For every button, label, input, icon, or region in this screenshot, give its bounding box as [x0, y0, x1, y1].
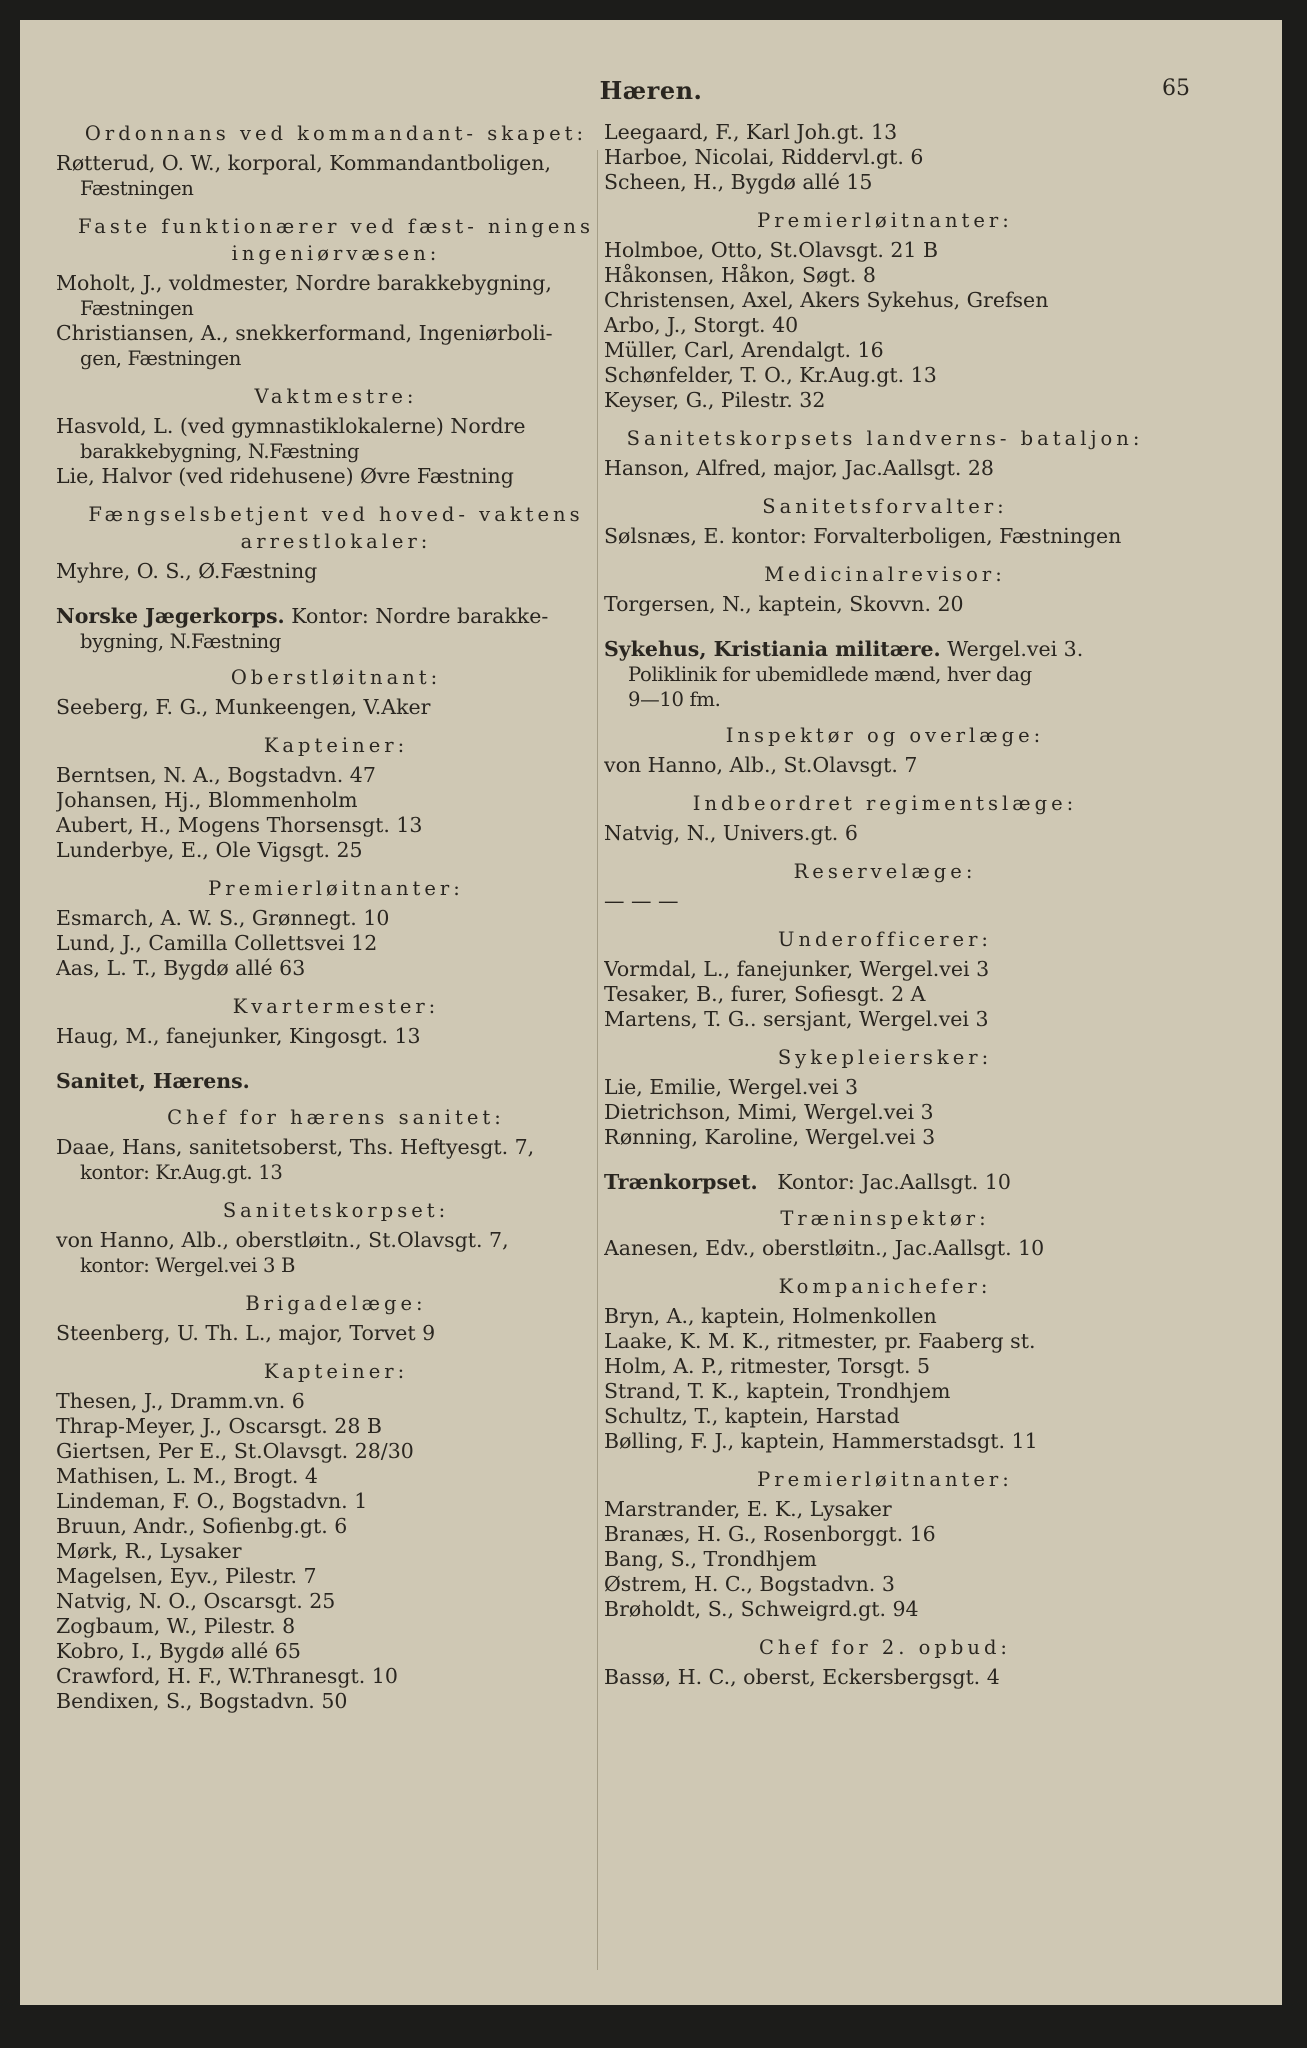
entry-line: Holm, A. P., ritmester, Torsgt. 5: [604, 1354, 931, 1378]
page-title: Hæren.: [599, 76, 703, 105]
block-title: Trænkorpset.: [604, 1170, 758, 1194]
entry-line: Natvig, N., Univers.gt. 6: [604, 821, 858, 845]
entry-line: Brøholdt, S., Schweigrd.gt. 94: [604, 1597, 919, 1621]
section-heading: Chef for 2. opbud:: [758, 1636, 1012, 1659]
entry-line: Tesaker, B., furer, Sofiesgt. 2 A: [604, 982, 926, 1006]
section-heading: Sanitetsforvalter:: [762, 495, 1008, 518]
section: [56, 993, 616, 1049]
section: [56, 501, 616, 584]
section-heading: Faste funktionærer ved fæst- ningens ingeniørvæsen:: [77, 215, 594, 265]
section: [604, 561, 1166, 617]
section-heading: Premierløitnanter:: [208, 877, 464, 900]
section: [604, 207, 1166, 413]
entry-line: Christensen, Axel, Akers Sykehus, Grefsen: [604, 288, 1049, 312]
entry-line: Kobro, I., Bygdø allé 65: [56, 1639, 301, 1663]
block-title: Sanitet, Hærens.: [56, 1069, 250, 1093]
entry-line: Myhre, O. S., Ø.Fæstning: [56, 559, 318, 583]
entry-line: Crawford, H. F., W.Thranesgt. 10: [56, 1664, 398, 1688]
entry-line: Håkonsen, Håkon, Søgt. 8: [604, 263, 876, 287]
section-heading: Premierløitnanter:: [757, 209, 1013, 232]
entry-line: — — —: [604, 889, 679, 913]
entry-line: Arbo, J., Storgt. 40: [604, 313, 799, 337]
section: [604, 1273, 1166, 1454]
section: [56, 213, 616, 371]
entry-line: Vormdal, L., fanejunker, Wergel.vei 3: [604, 957, 990, 981]
section-heading: Træninspektør:: [780, 1207, 990, 1230]
section-heading: Oberstløitnant:: [230, 666, 442, 689]
entry-line: Aanesen, Edv., oberstløitn., Jac.Aallsgt. 10: [604, 1236, 1045, 1260]
section-heading: Kapteiner:: [263, 1360, 409, 1383]
entry-line: Bassø, H. C., oberst, Eckersbergsgt. 4: [604, 1665, 1000, 1689]
entry-line: Hanson, Alfred, major, Jac.Aallsgt. 28: [604, 456, 994, 480]
entry-line: Schønfelder, T. O., Kr.Aug.gt. 13: [604, 363, 937, 387]
entry-line: Müller, Carl, Arendalgt. 16: [604, 338, 884, 362]
entry-line: Harboe, Nicolai, Riddervl.gt. 6: [604, 145, 924, 169]
left-sections: [56, 120, 616, 584]
entry-line: Holmboe, Otto, St.Olavsgt. 21 B: [604, 238, 939, 262]
right-top-entries: [604, 120, 1166, 195]
entry-line: Laake, K. M. K., ritmester, pr. Faaberg st.: [604, 1329, 1036, 1353]
entry-line: Haug, M., fanejunker, Kingosgt. 13: [56, 1024, 421, 1048]
entry-line: Christiansen, A., snekkerformand, Ingeniørboli-: [56, 321, 553, 345]
entry-line: Esmarch, A. W. S., Grønnegt. 10: [56, 906, 390, 930]
entry-line: Berntsen, N. A., Bogstadvn. 47: [56, 763, 376, 787]
entry-line: Bølling, F. J., kaptein, Hammerstadsgt. 11: [604, 1429, 1038, 1453]
entry-line: Bruun, Andr., Sofienbg.gt. 6: [56, 1514, 348, 1538]
traenkorpset-block: [604, 1170, 1166, 1690]
section-heading: Kompanichefer:: [778, 1275, 992, 1298]
norske-jaegerkorps-sections: [56, 664, 616, 1049]
entry-line: Bryn, A., kaptein, Holmenkollen: [604, 1304, 937, 1328]
left-column: [56, 120, 616, 1975]
section-heading: Sanitetskorpset:: [222, 1199, 450, 1222]
section-heading: Fængselsbetjent ved hoved- vaktens arrestlokaler:: [88, 503, 584, 553]
entry-line: Dietrichson, Mimi, Wergel.vei 3: [604, 1100, 934, 1124]
entry-line: von Hanno, Alb., St.Olavsgt. 7: [604, 753, 918, 777]
sykehus-block: [604, 637, 1166, 1150]
section-heading: Sanitetskorpsets landverns- bataljon:: [626, 427, 1144, 450]
entry-line: Moholt, J., voldmester, Nordre barakkebygning,: [56, 271, 552, 295]
section-heading: Underofficerer:: [778, 928, 992, 951]
section: [604, 926, 1166, 1032]
section-heading: Inspektør og overlæge:: [725, 724, 1045, 747]
section: [56, 1358, 616, 1714]
section: [56, 1104, 616, 1185]
entry-line: Røtterud, O. W., korporal, Kommandantboligen,: [56, 151, 551, 175]
entry-line: Thesen, J., Dramm.vn. 6: [56, 1389, 305, 1413]
section: [56, 875, 616, 981]
section: [604, 1466, 1166, 1622]
entry-line: Aubert, H., Mogens Thorsensgt. 13: [56, 813, 423, 837]
entry-line: kontor: Kr.Aug.gt. 13: [80, 1161, 283, 1184]
entry-line: Aas, L. T., Bygdø allé 63: [56, 956, 306, 980]
section: [604, 790, 1166, 846]
entry-line: Scheen, H., Bygdø allé 15: [604, 170, 873, 194]
entry-line: Fæstningen: [80, 297, 194, 320]
section-heading: Kvartermester:: [232, 995, 440, 1018]
norske-jaegerkorps-block: [56, 604, 616, 1049]
entry-line: Lie, Emilie, Wergel.vei 3: [604, 1075, 859, 1099]
section: [56, 732, 616, 863]
running-head: [20, 76, 1282, 110]
entry-line: Lie, Halvor (ved ridehusene) Øvre Fæstning: [56, 464, 514, 488]
section-heading: Medicinalrevisor:: [764, 563, 1006, 586]
entry-line: Lund, J., Camilla Collettsvei 12: [56, 931, 378, 955]
section-heading: Kapteiner:: [263, 734, 409, 757]
entry-line: Bendixen, S., Bogstadvn. 50: [56, 1689, 348, 1713]
entry-line: Sølsnæs, E. kontor: Forvalterboligen, Fæstningen: [604, 524, 1122, 548]
section-heading: Chef for hærens sanitet:: [167, 1106, 505, 1129]
entry-line: Leegaard, F., Karl Joh.gt. 13: [604, 120, 898, 144]
section: [604, 1205, 1166, 1261]
block-line: Wergel.vei 3.: [947, 637, 1084, 661]
entry-line: Thrap-Meyer, J., Oscarsgt. 28 B: [56, 1414, 382, 1438]
traenkorpset-sections: [604, 1205, 1166, 1690]
directory-page: [20, 20, 1282, 2005]
section-heading: Vaktmestre:: [254, 385, 418, 408]
section-heading: Reservelæge:: [793, 860, 977, 883]
block-line: 9—10 fm.: [628, 688, 721, 711]
section: [604, 493, 1166, 549]
block-title: Sykehus, Kristiania militære.: [604, 637, 941, 661]
entry-line: barakkebygning, N.Fæstning: [80, 440, 360, 463]
entry-line: Steenberg, U. Th. L., major, Torvet 9: [56, 1321, 436, 1345]
entry-line: gen, Fæstningen: [80, 347, 241, 370]
section: [604, 1044, 1166, 1150]
section: [604, 858, 1166, 914]
section-heading: Sykepleiersker:: [777, 1046, 993, 1069]
entry-line: Keyser, G., Pilestr. 32: [604, 388, 826, 412]
section: [56, 120, 616, 201]
section-heading: Brigadelæge:: [245, 1292, 427, 1315]
right-column: [604, 120, 1166, 1975]
entry-line: Strand, T. K., kaptein, Trondhjem: [604, 1379, 951, 1403]
entry-line: Lindeman, F. O., Bogstadvn. 1: [56, 1489, 368, 1513]
entry-line: Hasvold, L. (ved gymnastiklokalerne) Nordre: [56, 414, 526, 438]
sanitet-sections: [56, 1104, 616, 1714]
entry-line: Natvig, N. O., Oscarsgt. 25: [56, 1589, 336, 1613]
entry-line: Schultz, T., kaptein, Harstad: [604, 1404, 900, 1428]
entry-line: Torgersen, N., kaptein, Skovvn. 20: [604, 592, 964, 616]
section: [56, 664, 616, 720]
entry-line: Branæs, H. G., Rosenborggt. 16: [604, 1522, 936, 1546]
entry-line: Giertsen, Per E., St.Olavsgt. 28/30: [56, 1439, 414, 1463]
section: [604, 1634, 1166, 1690]
right-sections: [604, 207, 1166, 617]
entry-line: Zogbaum, W., Pilestr. 8: [56, 1614, 296, 1638]
entry-line: Bang, S., Trondhjem: [604, 1547, 817, 1571]
section-heading: Ordonnans ved kommandant- skapet:: [84, 122, 588, 145]
section-heading: Indbeordret regimentslæge:: [692, 792, 1078, 815]
section: [56, 1290, 616, 1346]
entry-line: Martens, T. G.. sersjant, Wergel.vei 3: [604, 1007, 989, 1031]
page-number: 65: [1162, 76, 1190, 101]
entry-line: kontor: Wergel.vei 3 B: [80, 1254, 296, 1277]
entry-line: Johansen, Hj., Blommenholm: [56, 788, 358, 812]
sanitet-block: [56, 1069, 616, 1714]
entry-line: Østrem, H. C., Bogstadvn. 3: [604, 1572, 895, 1596]
entry-line: Magelsen, Eyv., Pilestr. 7: [56, 1564, 317, 1588]
entry-line: Daae, Hans, sanitetsoberst, Ths. Heftyesgt. 7,: [56, 1135, 535, 1159]
entry-line: von Hanno, Alb., oberstløitn., St.Olavsgt. 7,: [56, 1228, 509, 1252]
entry-line: Rønning, Karoline, Wergel.vei 3: [604, 1125, 936, 1149]
entry-line: Marstrander, E. K., Lysaker: [604, 1497, 892, 1521]
entry-line: Lunderbye, E., Ole Vigsgt. 25: [56, 838, 363, 862]
section: [604, 722, 1166, 778]
entry-line: Fæstningen: [80, 177, 194, 200]
section: [56, 383, 616, 489]
entry-line: Mathisen, L. M., Brogt. 4: [56, 1464, 318, 1488]
entry-line: Mørk, R., Lysaker: [56, 1539, 242, 1563]
block-line: Kontor: Jac.Aallsgt. 10: [777, 1170, 1011, 1194]
block-line: bygning, N.Fæstning: [80, 630, 281, 653]
block-line: Poliklinik for ubemidlede mænd, hver dag: [628, 663, 1032, 686]
section: [56, 1197, 616, 1278]
sykehus-sections: [604, 722, 1166, 1150]
entry-line: Seeberg, F. G., Munkeengen, V.Aker: [56, 695, 431, 719]
section-heading: Premierløitnanter:: [757, 1468, 1013, 1491]
block-title: Norske Jægerkorps.: [56, 604, 285, 628]
section: [604, 425, 1166, 481]
block-line: Kontor: Nordre barakke-: [291, 604, 549, 628]
